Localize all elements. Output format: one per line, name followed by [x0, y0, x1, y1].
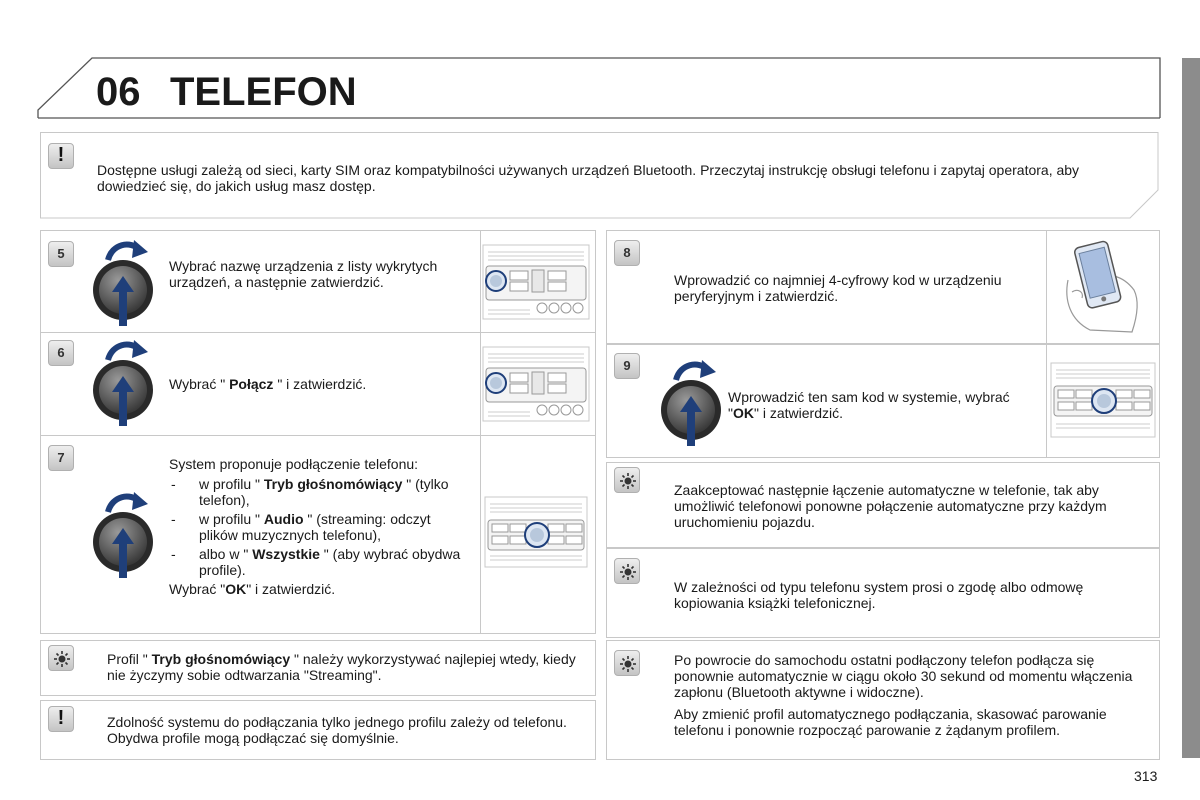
exclamation-icon: ! — [48, 143, 74, 169]
step-9-text: Wprowadzić ten sam kod w systemie, wybrać "OK" i zatwierdzić. — [728, 389, 1010, 421]
step-8-text: Wprowadzić co najmniej 4-cyfrowy kod w urządzeniu peryferyjnym i zatwierdzić. — [674, 272, 1002, 304]
radio-panel-icon — [482, 244, 590, 320]
rotary-knob-push-icon — [90, 336, 160, 428]
exclamation-icon: ! — [48, 706, 74, 732]
step-5-text: Wybrać nazwę urządzenia z listy wykrytych urządzeń, a następnie zatwierdzić. — [169, 258, 438, 290]
right-tip-text-2: W zależności od typu telefonu system prosi o zgodę albo odmowę kopiowania książki telefonicznej. — [674, 579, 1084, 611]
sun-tip-icon — [614, 650, 640, 676]
hand-phone-icon — [1062, 240, 1142, 334]
list-item: - albo w " Wszystkie " (aby wybrać obydwa profile). — [169, 546, 469, 578]
page-number: 313 — [1134, 768, 1158, 784]
sun-tip-icon — [614, 467, 640, 493]
radio-panel-icon — [1050, 362, 1156, 438]
paragraph: Po powrocie do samochodu ostatni podłączony telefon podłącza się ponownie automatycznie w ciągu około 30 sekund od momentu włączenia zapłonu (Bluetooth aktywne i widoczne). — [674, 652, 1133, 700]
step-badge-6: 6 — [48, 340, 74, 366]
sun-tip-icon — [48, 645, 74, 671]
sun-tip-icon — [614, 558, 640, 584]
step-badge-5: 5 — [48, 241, 74, 267]
notice-text: Dostępne usługi zależą od sieci, karty SIM oraz kompatybilności używanych urządzeń Bluetooth. Przeczytaj instrukcję obsługi telefonu i zapytaj operatora, aby dowiedzieć się, do jakich usług masz dostęp. — [97, 162, 1080, 194]
right-tip-text-3 — [674, 652, 1144, 738]
chapter-number: 06 — [96, 70, 141, 114]
list-item: - w profilu " Audio " (streaming: odczyt plików muzycznych telefonu), — [169, 511, 469, 543]
step-badge-8: 8 — [614, 240, 640, 266]
chapter-title: TELEFON — [170, 70, 357, 114]
rotary-knob-push-icon — [658, 356, 728, 448]
step-7-text — [169, 456, 469, 597]
rotary-knob-push-icon — [90, 236, 160, 328]
radio-panel-icon — [484, 496, 588, 568]
right-tip-text-1: Zaakceptować następnie łączenie automatyczne w telefonie, tak aby umożliwić telefonowi ponowne połączenie automatyczne przy każdym uruchomieniu pojazdu. — [674, 482, 1107, 530]
step-6-keyword: Połącz — [229, 376, 274, 392]
list-item: - w profilu " Tryb głośnomówiący " (tylko telefon), — [169, 476, 469, 508]
left-tip-text: Profil " Tryb głośnomówiący " należy wykorzystywać najlepiej wtedy, kiedy nie życzymy sobie odtwarzania "Streaming". — [107, 651, 576, 683]
radio-panel-icon — [482, 346, 590, 422]
step-6-text: Wybrać " Połącz " i zatwierdzić. — [169, 376, 367, 392]
paragraph: Aby zmienić profil automatycznego podłączania, skasować parowanie telefonu i ponownie rozpocząć parowanie z żądanym profilem. — [674, 706, 1107, 738]
step-badge-7: 7 — [48, 445, 74, 471]
side-tab — [1182, 58, 1200, 758]
left-warning-text: Zdolność systemu do podłączania tylko jednego profilu zależy od telefonu. Obydwa profile mogą podłączać się domyślnie. — [107, 714, 567, 746]
rotary-knob-push-icon — [90, 488, 160, 580]
step-badge-9: 9 — [614, 353, 640, 379]
step-7-outro: Wybrać "OK" i zatwierdzić. — [169, 581, 336, 597]
step-7-intro: System proponuje podłączenie telefonu: — [169, 456, 419, 472]
